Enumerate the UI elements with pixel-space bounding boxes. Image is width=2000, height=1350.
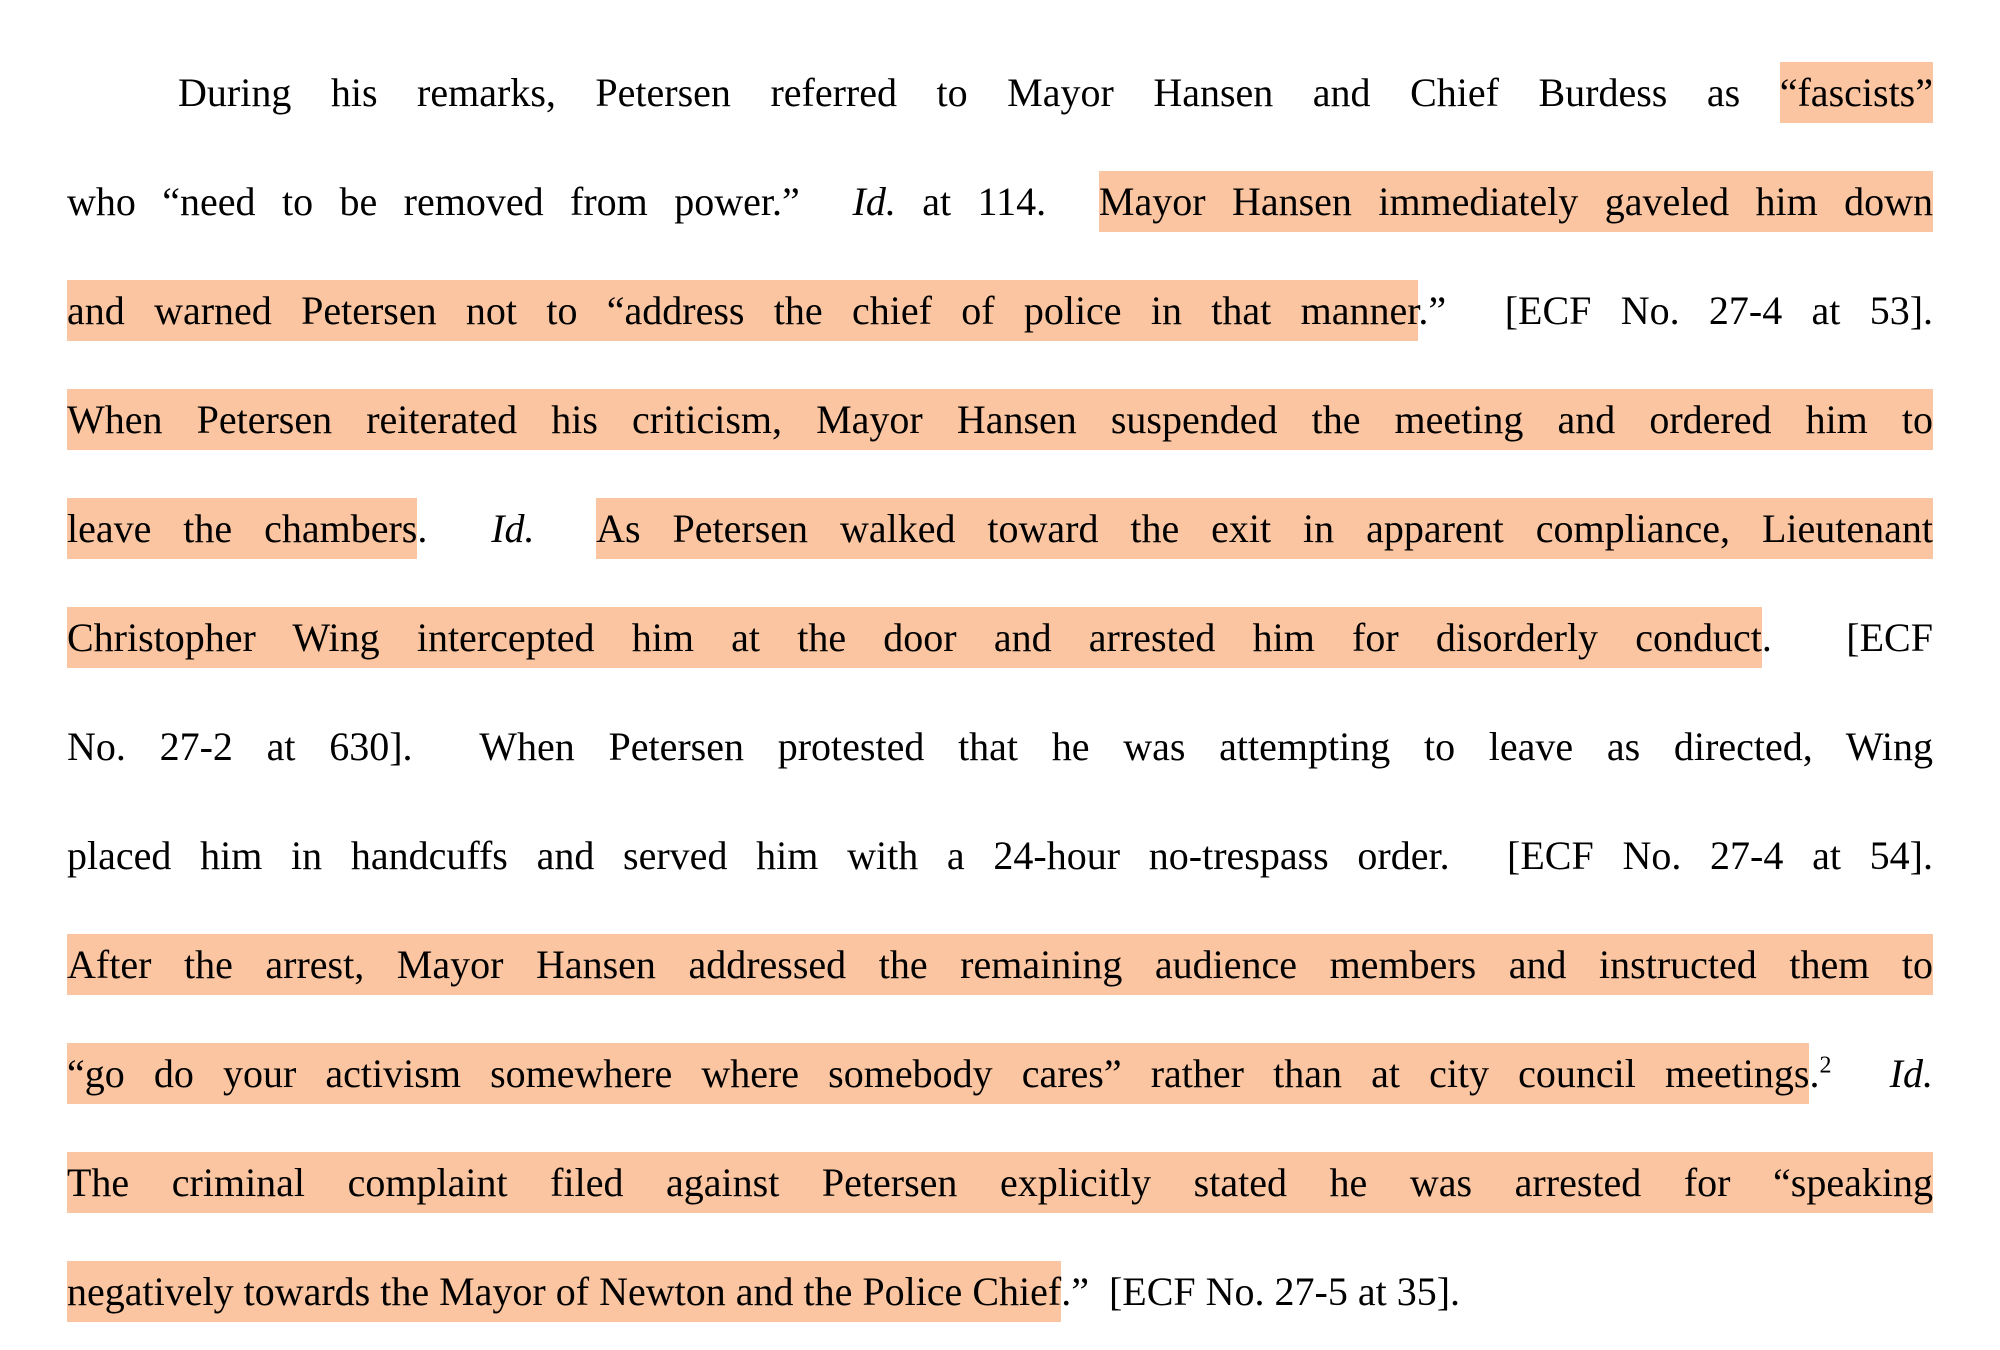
footnote-reference: 2 (1819, 1052, 1832, 1079)
text-line (67, 1019, 1933, 1128)
highlighted-text: After the arrest, Mayor Hansen addressed the remaining audience members and instructed them to (67, 934, 1933, 995)
text-line (67, 474, 1933, 583)
text-line (67, 365, 1933, 474)
text-line (67, 692, 1933, 801)
text-segment: who “need to be removed from power.” (67, 179, 853, 224)
highlighted-text: Mayor Hansen immediately gaveled him down (1099, 171, 1933, 232)
text-segment: Id. (1889, 1051, 1933, 1096)
text-segment: . (1809, 1051, 1820, 1096)
highlighted-text: The criminal complaint filed against Petersen explicitly stated he was arrested for “speaking (67, 1152, 1933, 1213)
highlighted-text: “go do your activism somewhere where somebody cares” rather than at city council meetings (67, 1043, 1809, 1104)
text-segment (1831, 1051, 1889, 1096)
text-segment (535, 506, 597, 551)
text-segment: Id. (852, 179, 896, 224)
text-segment: . (417, 506, 492, 551)
text-line (67, 38, 1933, 147)
paragraph (67, 38, 1933, 1346)
text-segment: at 114. (895, 179, 1099, 224)
highlighted-text: As Petersen walked toward the exit in apparent compliance, Lieutenant (596, 498, 1933, 559)
text-line (67, 583, 1933, 692)
text-segment: Id. (491, 506, 535, 551)
text-line (67, 801, 1933, 910)
highlighted-text: “fascists” (1780, 62, 1933, 123)
text-line (67, 256, 1933, 365)
highlighted-text: When Petersen reiterated his criticism, Mayor Hansen suspended the meeting and ordered him to (67, 389, 1933, 450)
text-segment: placed him in handcuffs and served him with a 24-hour no-trespass order. [ECF No. 27-4 at 54]. (67, 833, 1933, 878)
text-segment: No. 27-2 at 630]. When Petersen protested that he was attempting to leave as directed, Wing (67, 724, 1933, 769)
text-segment: .” [ECF No. 27-5 at 35]. (1061, 1269, 1461, 1314)
highlighted-text: Christopher Wing intercepted him at the door and arrested him for disorderly conduct (67, 607, 1762, 668)
text-line (67, 1237, 1933, 1346)
highlighted-text: leave the chambers (67, 498, 417, 559)
text-segment: During his remarks, Petersen referred to Mayor Hansen and Chief Burdess as (178, 70, 1780, 115)
text-segment: . [ECF (1761, 615, 1933, 660)
text-segment: .” [ECF No. 27-4 at 53]. (1418, 288, 1934, 333)
text-line (67, 910, 1933, 1019)
highlighted-text: and warned Petersen not to “address the chief of police in that manner (67, 280, 1418, 341)
text-line (67, 147, 1933, 256)
highlighted-text: negatively towards the Mayor of Newton and the Police Chief (67, 1261, 1061, 1322)
text-line (67, 1128, 1933, 1237)
